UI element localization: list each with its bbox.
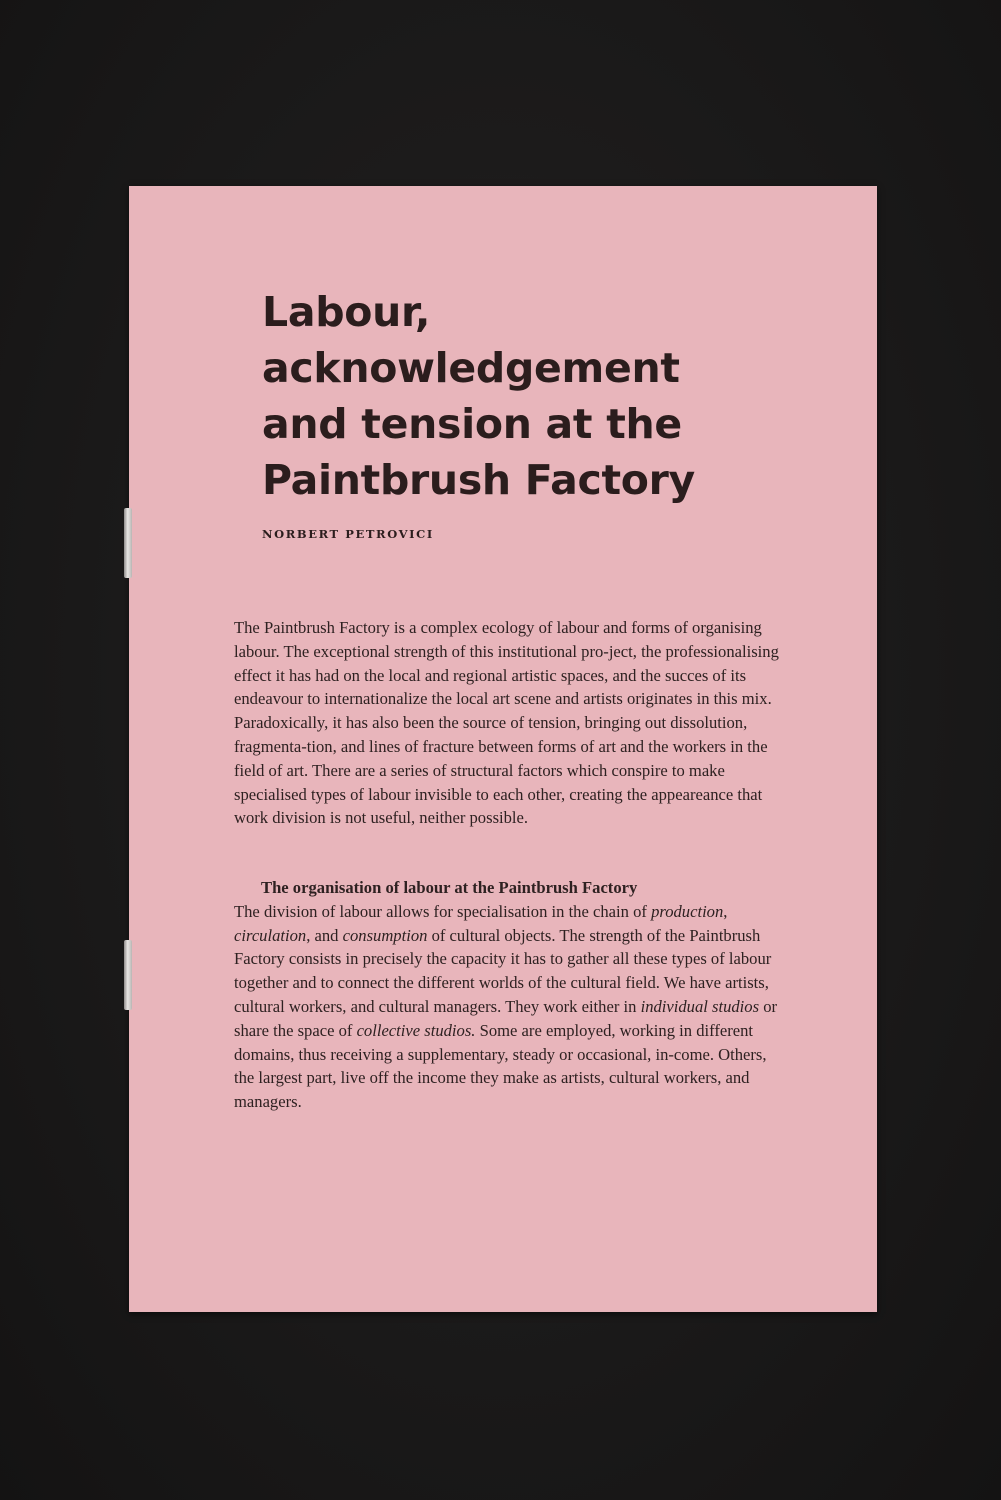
term-collective-studios: collective studios. xyxy=(356,1020,476,1040)
term-circulation: circulation xyxy=(234,925,307,945)
term-consumption: consumption xyxy=(342,925,428,945)
section-text-3: , and xyxy=(306,925,343,945)
author-name: NORBERT PETROVICI xyxy=(262,527,434,541)
section-text-5: or share the space of xyxy=(234,996,778,1040)
section-text-4: of cultural objects. The strength of the Paintbrush Factory consists in precisely the capacity it has to gather all these types of labour together and to connect the different worlds of the cultural field. We have artists, cultural workers, and cultural managers. They work either in xyxy=(234,925,772,1016)
section-text-1: The division of labour allows for specialisation in the chain of xyxy=(234,901,652,921)
intro-paragraph: The Paintbrush Factory is a complex ecology of labour and forms of organising labour. The exceptional strength of this institutional pro-ject, the professionalising effect it has had on the local and regional artistic spaces, and the succes of its endeavour to internationalize the local art scene and artists originates in this mix. Paradoxically, it has also been the source of tension, bringing out dissolution, fragmenta-tion, and lines of fracture between forms of art and the workers in the field of art. There are a series of structural factors which conspire to make specialised types of labour invisible to each other, creating the appeareance that work division is not useful, neither possible. xyxy=(234,618,779,828)
staple-bottom xyxy=(124,940,132,1010)
section-paragraph xyxy=(234,876,779,1114)
section-heading: The organisation of labour at the Paintbrush Factory xyxy=(261,878,638,897)
term-individual-studios: individual studios xyxy=(640,996,760,1016)
section-text-2: , xyxy=(723,901,728,921)
article-title: Labour, acknowledgement and tension at the Paintbrush Factory xyxy=(262,288,695,504)
staple-top xyxy=(124,508,132,578)
section-text-6: Some are employed, working in different domains, thus receiving a supplementary, steady or occasional, in-come. Others, the largest part, live off the income they make as artists, cultural workers, and managers. xyxy=(234,1020,767,1112)
term-production: production xyxy=(651,901,724,921)
